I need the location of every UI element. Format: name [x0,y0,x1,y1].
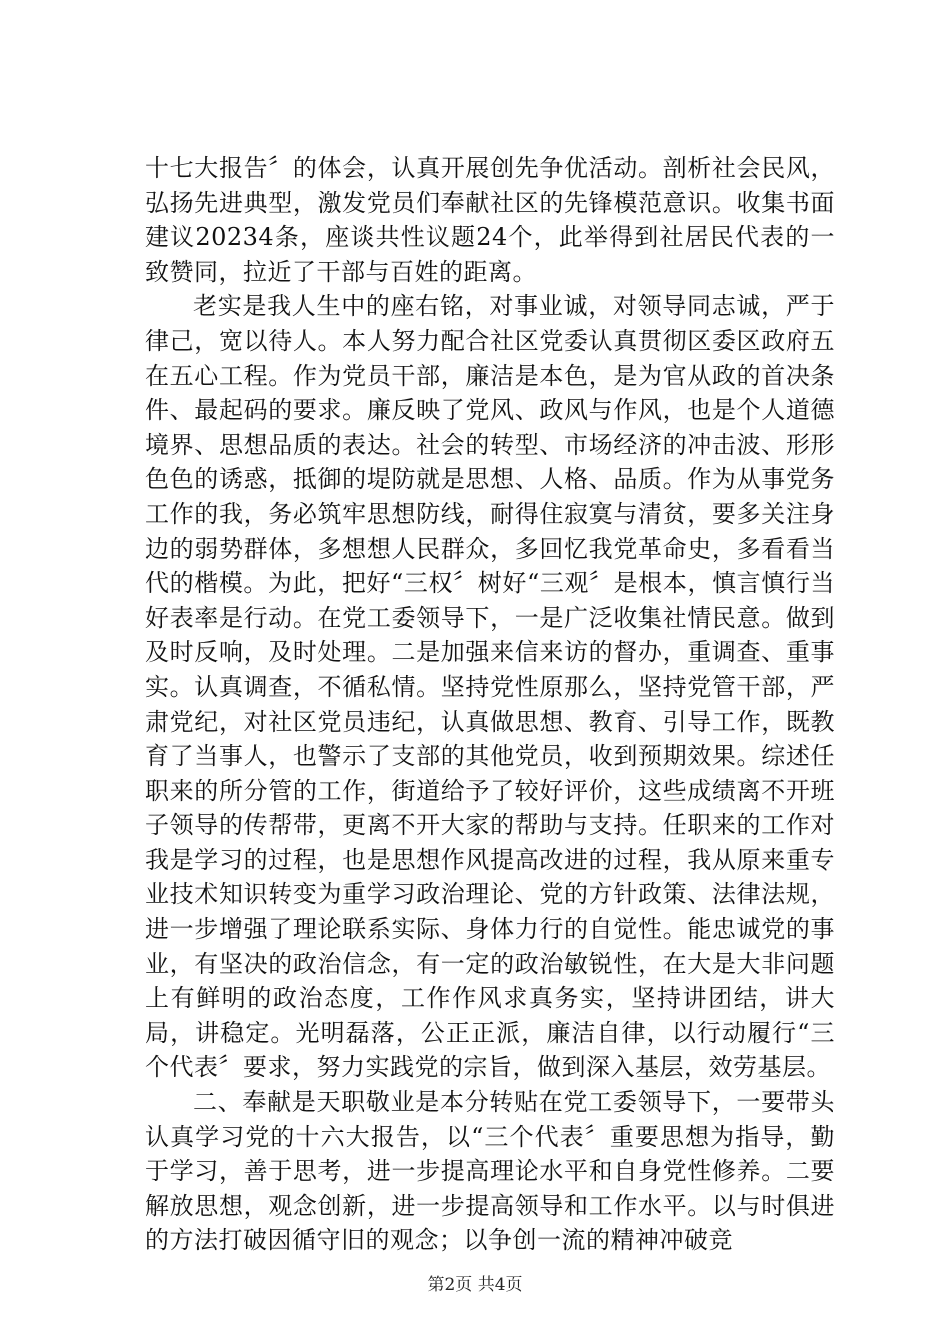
page-footer [0,1270,950,1295]
paragraph-2: 老实是我人生中的座右铭，对事业诚，对领导同志诚，严于律己，宽以待人。本人努力配合社区党委认真贯彻区委区政府五在五心工程。作为党员干部，廉洁是本色，是为官从政的首决条件、最起码的要求。廉反映了党风、政风与作风，也是个人道德境界、思想品质的表达。社会的转型、市场经济的冲击波、形形色色的诱惑，抵御的堤防就是思想、人格、品质。作为从事党务工作的我，务必筑牢思想防线，耐得住寂寞与清贫，要多关注身边的弱势群体，多想想人民群众，多回忆我党革命史，多看看当代的楷模。为此，把好“三权〞树好“三观〞是根本，慎言慎行当好表率是行动。在党工委领导下，一是广泛收集社情民意。做到及时反响，及时处理。二是加强来信来访的督办，重调查、重事实。认真调查，不循私情。坚持党性原那么，坚持党管干部，严肃党纪，对社区党员违纪，认真做思想、教育、引导工作，既教育了当事人，也警示了支部的其他党员，收到预期效果。综述任职来的所分管的工作，街道给予了较好评价，这些成绩离不开班子领导的传帮带，更离不开大家的帮助与支持。任职来的工作对我是学习的过程，也是思想作风提高改进的过程，我从原来重专业技术知识转变为重学习政治理论、党的方针政策、法律法规，进一步增强了理论联系实际、身体力行的自觉性。能忠诚党的事业，有坚决的政治信念，有一定的政治敏锐性，在大是大非问题上有鲜明的政治态度，工作作风求真务实，坚持讲团结，讲大局，讲稳定。光明磊落，公正正派，廉洁自律，以行动履行“三个代表〞要求，努力实践党的宗旨，做到深入基层，效劳基层。 [145,292,835,1082]
document-body [145,151,835,1258]
paragraph-3: 二、奉献是天职敬业是本分转贴在党工委领导下，一要带头认真学习党的十六大报告，以“三个代表〞重要思想为指导，勤于学习，善于思考，进一步提高理论水平和自身党性修养。二要解放思想，观念创新，进一步提高领导和工作水平。以与时俱进的方法打破因循守旧的观念；以争创一流的精神冲破竞 [145,1088,835,1255]
paragraph-1: 十七大报告〞的体会，认真开展创先争优活动。剖析社会民风，弘扬先进典型，激发党员们奉献社区的先锋模范意识。收集书面建议20234条，座谈共性议题24个，此举得到社居民代表的一致赞同，拉近了干部与百姓的距离。 [145,154,835,286]
page-number-label: 第2页 共4页 [427,1275,523,1295]
